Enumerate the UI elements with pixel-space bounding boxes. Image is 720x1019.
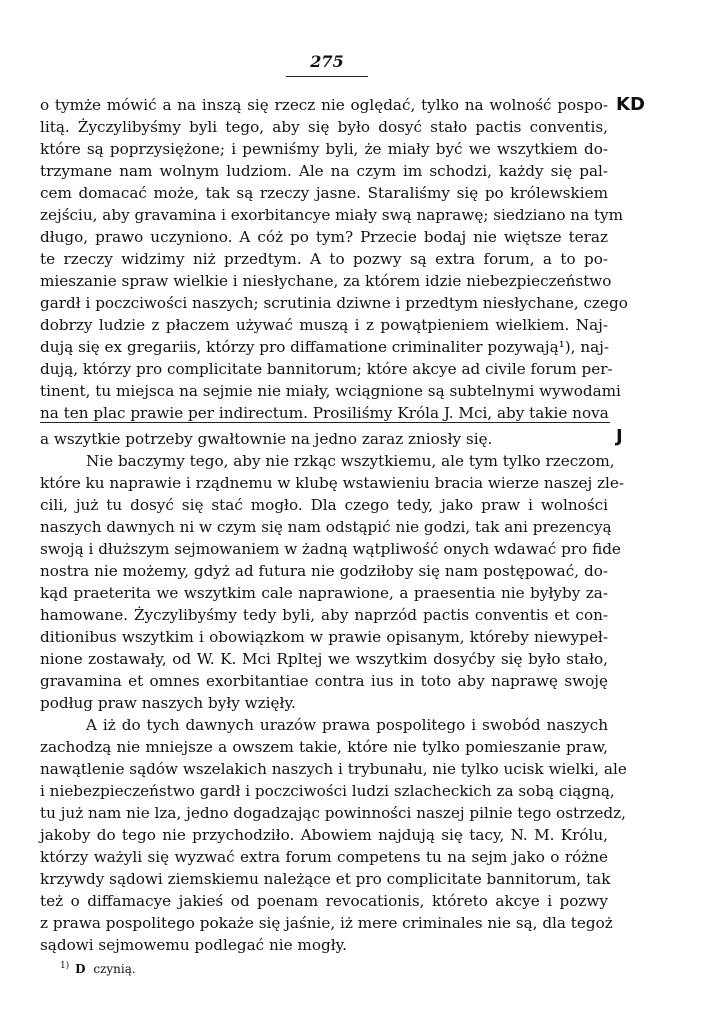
- text-line: litą. Życzylibyśmy byli tego, aby się było dosyć stało pactis conventis,: [40, 118, 608, 136]
- text-line: dobrzy ludzie z płaczem używać muszą i z powątpieniem wielkiem. Naj-: [40, 316, 608, 334]
- text-line: ditionibus wszytkim i obowiązkom w prawie opisanym, któreby niewypeł-: [40, 628, 608, 646]
- text-line: tinent, tu miejsca na sejmie nie miały, wciągnione są subtelnymi wywodami: [40, 382, 621, 400]
- text-line: jakoby do tego nie przychodziło. Abowiem najdują się tacy, N. M. Królu,: [40, 826, 608, 844]
- text-line: nostra nie możemy, gdyż ad futura nie godziłoby się nam postępować, do-: [40, 562, 608, 580]
- text-line: hamowane. Życzylibyśmy tedy byli, aby naprzód pactis conventis et con-: [40, 606, 608, 624]
- page-number-underline: [286, 76, 368, 77]
- text-line: gardł i poczciwości naszych; scrutinia dziwne i przedtym niesłychane, czego: [40, 294, 628, 312]
- text-line: gravamina et omnes exorbitantiae contra ius in toto aby naprawę swoję: [40, 672, 608, 690]
- text-line: trzymane nam wolnym ludziom. Ale na czym im schodzi, każdy się pal-: [40, 162, 608, 180]
- text-line: podług praw naszych były wzięły.: [40, 694, 296, 712]
- page-number: 275: [310, 52, 344, 71]
- text-line: mieszanie spraw wielkie i niesłychane, za którem idzie niebezpieczeństwo: [40, 272, 612, 290]
- text-line: o tymże mówić a na inszą się rzecz nie oględać, tylko na wolność pospo-: [40, 96, 608, 114]
- text-line: dują, którzy pro complicitate bannitorum; które akcye ad civile forum per-: [40, 360, 613, 378]
- text-line: nawątlenie sądów wszelakich naszych i trybunału, nie tylko ucisk wielki, ale: [40, 760, 627, 778]
- text-line: też o diffamacye jakieś od poenam revocationis, któreto akcye i pozwy: [40, 892, 608, 910]
- footnote: [60, 958, 136, 977]
- text-line: kąd praeterita we wszytkim cale naprawione, a praesentia nie byłyby za-: [40, 584, 608, 602]
- text-line: nione zostawały, od W. K. Mci Rpltej we wszytkim dosyćby się było stało,: [40, 650, 608, 668]
- text-line: zejściu, aby gravamina i exorbitancye miały swą naprawę; siedziano na tym: [40, 206, 624, 224]
- text-line: cili, już tu dosyć się stać mogło. Dla czego tedy, jako praw i wolności: [40, 496, 608, 514]
- margin-mark-j: J: [616, 426, 623, 447]
- paragraph-start: A iż do tych dawnych urazów prawa pospolitego i swobód naszych: [86, 716, 608, 734]
- text-line: cem domacać może, tak są rzeczy jasne. Staraliśmy się po królewskiem: [40, 184, 608, 202]
- text-line: zachodzą nie mniejsze a owszem takie, które nie tylko pomieszanie praw,: [40, 738, 608, 756]
- text-line: z prawa pospolitego pokaże się jaśnie, iż mere criminales nie są, dla tegoż: [40, 914, 613, 932]
- text-line: na ten plac prawie per indirectum. Prosiliśmy Króla J. Mci, aby takie nova: [40, 404, 609, 422]
- paragraph-start: Nie baczymy tego, aby nie rzkąc wszytkiemu, ale tym tylko rzeczom,: [86, 452, 615, 470]
- text-line: swoją i dłuższym sejmowaniem w żadną wątpliwość onych wdawać pro fide: [40, 540, 621, 558]
- footnote-letter: D: [75, 962, 86, 976]
- text-line: te rzeczy widzimy niż przedtym. A to pozwy są extra forum, a to po-: [40, 250, 608, 268]
- text-line: sądowi sejmowemu podlegać nie mogły.: [40, 936, 348, 954]
- footnote-mark: 1): [60, 961, 70, 971]
- text-line: i niebezpieczeństwo gardł i poczciwości ludzi szlacheckich za sobą ciągną,: [40, 782, 615, 800]
- text-line: które ku naprawie i rządnemu w klubę wstawieniu bracia wierze naszej zle-: [40, 474, 624, 492]
- text-line: a wszytkie potrzeby gwałtownie na jedno zaraz zniosły się.: [40, 430, 493, 448]
- text-line: którzy ważyli się wyzwać extra forum competens tu na sejm jako o różne: [40, 848, 608, 866]
- text-line: dują się ex gregariis, którzy pro diffamatione criminaliter pozywają¹), naj-: [40, 338, 609, 356]
- text-line: tu już nam nie lza, jedno dogadzając powinności naszej pilnie tego ostrzedz,: [40, 804, 626, 822]
- text-line: naszych dawnych ni w czym się nam odstąpić nie godzi, tak ani prezencyą: [40, 518, 612, 536]
- footnote-text: czynią.: [93, 962, 136, 976]
- text-line: krzywdy sądowi ziemskiemu należące et pro complicitate bannitorum, tak: [40, 870, 611, 888]
- margin-mark-kd: KD: [616, 94, 645, 115]
- text-line: które są poprzysiężone; i pewniśmy byli, że miały być we wszytkiem do-: [40, 140, 608, 158]
- text-line: długo, prawo uczyniono. A cóż po tym? Przecie bodaj nie więtsze teraz: [40, 228, 608, 246]
